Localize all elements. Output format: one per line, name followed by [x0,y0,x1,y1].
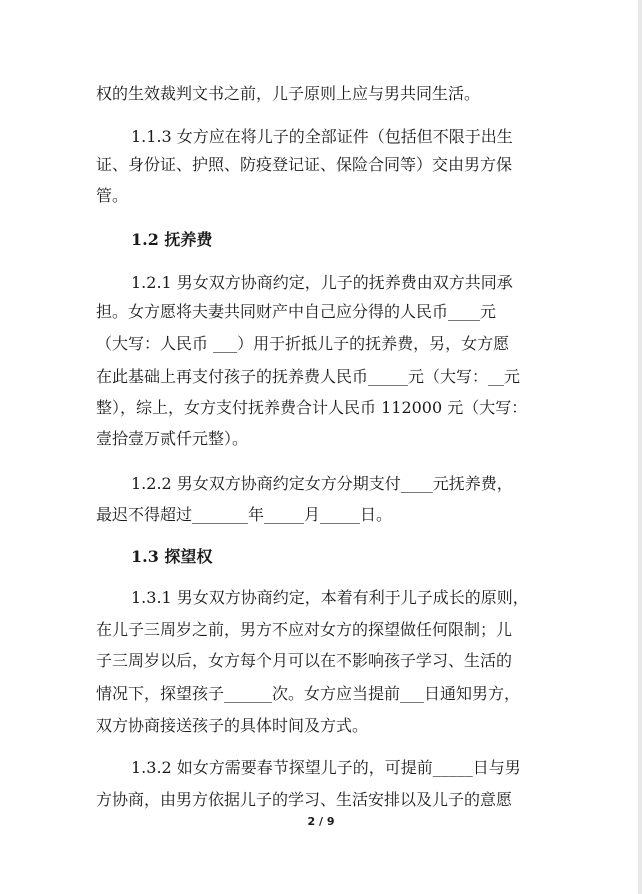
text-line: 1.2.2 男女双方协商约定女方分期支付____元抚养费， [131,474,513,493]
text-line: 管。 [96,186,129,205]
text-line: 方协商，由男方依据儿子的学习、生活安排以及儿子的意愿 [96,790,513,809]
section-heading: 1.3 探望权 [131,547,213,566]
text-line: 最迟不得超过_______年_____月_____日。 [96,505,393,524]
text-line: （大写：人民币 ___）用于折抵儿子的抚养费，另，女方愿 [96,334,510,353]
text-line: 权的生效裁判文书之前，儿子原则上应与男共同生活。 [96,84,481,103]
text-line: 1.3.1 男女双方协商约定，本着有利于儿子成长的原则， [131,588,529,607]
text-line: 在此基础上再支付孩子的抚养费人民币_____元（大写：__元 [96,367,521,386]
text-line: 子三周岁以后，女方每个月可以在不影响孩子学习、生活的 [96,651,513,670]
page-edge [638,0,642,894]
text-line: 壹拾壹万贰仟元整）。 [96,429,249,448]
text-line: 整），综上，女方支付抚养费合计人民币 112000 元（大写： [96,398,528,417]
text-line: 证、身份证、护照、防疫登记证、保险合同等）交由男方保 [96,155,513,174]
text-line: 1.3.2 如女方需要春节探望儿子的，可提前_____日与男 [131,758,521,777]
text-line: 在儿子三周岁之前，男方不应对女方的探望做任何限制；儿 [96,620,513,639]
text-line: 1.2.1 男女双方协商约定，儿子的抚养费由双方共同承 [131,273,513,292]
section-heading: 1.2 抚养费 [131,230,213,249]
text-line: 双方协商接送孩子的具体时间及方式。 [96,716,369,735]
text-line: 情况下，探望孩子______次。女方应当提前___日通知男方， [96,684,521,703]
page-number: 2 / 9 [307,815,335,828]
text-line: 担。女方愿将夫妻共同财产中自己应分得的人民币____元 [96,302,497,321]
text-line: 1.1.3 女方应在将儿子的全部证件（包括但不限于出生 [131,127,513,146]
